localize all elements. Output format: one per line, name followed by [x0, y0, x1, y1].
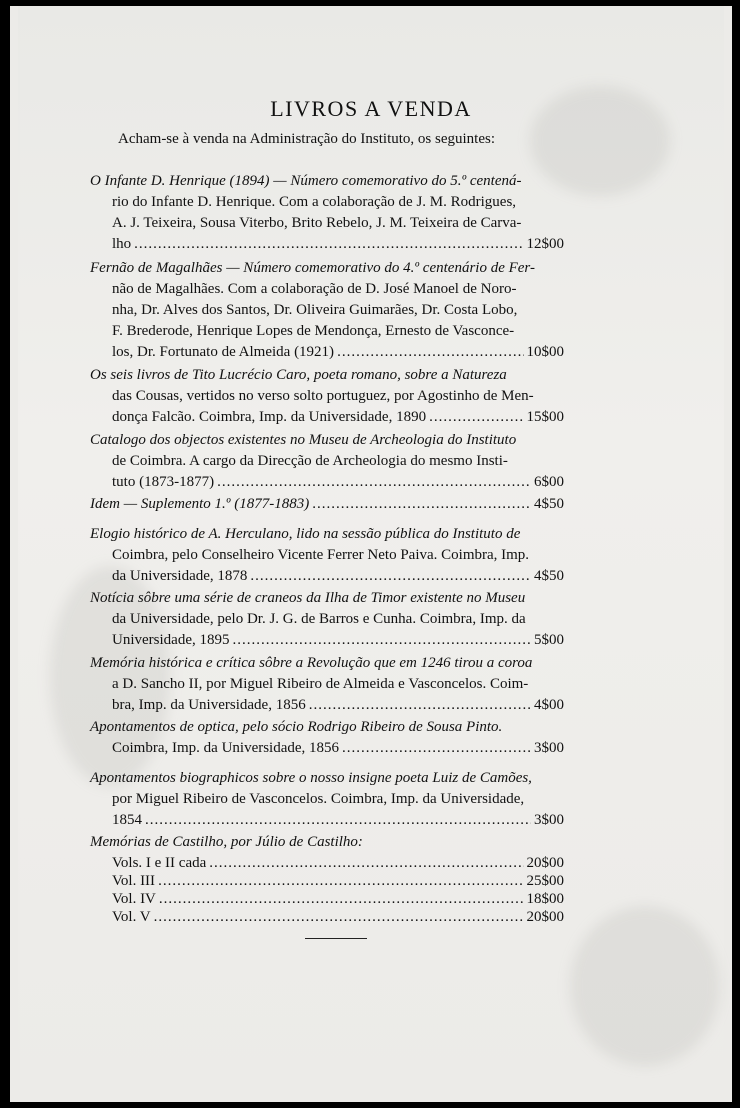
closing-rule — [305, 938, 367, 939]
catalog-entry — [90, 588, 564, 651]
catalog-entry — [90, 524, 564, 587]
leader-dots — [209, 854, 523, 872]
entry-last-text: los, Dr. Fortunato de Almeida (1921) — [112, 344, 335, 360]
entry-line: Coimbra, pelo Conselheiro Vicente Ferrer Neto Paiva. Coimbra, Imp. — [112, 547, 530, 563]
entry-price: 15$00 — [526, 409, 564, 425]
volume-label: Vols. I e II cada — [112, 855, 207, 871]
entry-line: não de Magalhães. Com a colaboração de D. José Manoel de Noro- — [112, 281, 517, 297]
catalog-entry — [90, 717, 564, 759]
entry-last-text: tuto (1873-1877) — [112, 474, 215, 490]
entry-line: Elogio histórico de A. Herculano, lido na sessão pública do Instituto de — [90, 526, 521, 542]
volume-line — [112, 908, 564, 926]
catalog-entry — [90, 653, 564, 716]
entry-price: 3$00 — [534, 740, 564, 756]
entry-price: 6$00 — [534, 474, 564, 490]
entry-price: 12$00 — [526, 236, 564, 252]
entry-price-line — [90, 407, 564, 428]
entry-price-line — [90, 738, 564, 759]
entry-line: da Universidade, pelo Dr. J. G. de Barros e Cunha. Coimbra, Imp. da — [112, 611, 526, 627]
entry-last-text: Idem — Suplemento 1.º (1877-1883) — [90, 496, 310, 512]
catalog-entry — [90, 430, 564, 493]
entry-last-text: da Universidade, 1878 — [112, 568, 248, 584]
leader-dots — [342, 738, 531, 759]
entry-line: das Cousas, vertidos no verso solto portuguez, por Agostinho de Men- — [112, 388, 534, 404]
entry-line: rio do Infante D. Henrique. Com a colaboração de J. M. Rodrigues, — [112, 194, 517, 210]
entry-price: 4$50 — [534, 568, 564, 584]
castilho-heading — [90, 832, 564, 853]
entry-line: Apontamentos de optica, pelo sócio Rodrigo Ribeiro de Sousa Pinto. — [90, 719, 503, 735]
volume-label: Vol. V — [112, 909, 151, 925]
entry-price-line — [90, 234, 564, 255]
volume-price: 18$00 — [526, 891, 564, 907]
leader-dots — [158, 872, 523, 890]
entry-price-line — [90, 566, 564, 587]
castilho-volumes — [112, 854, 564, 926]
volume-label: Vol. III — [112, 873, 156, 889]
entry-price-line — [90, 494, 564, 515]
entry-last-text: Coimbra, Imp. da Universidade, 1856 — [112, 740, 340, 756]
leader-dots — [159, 890, 524, 908]
leader-dots — [154, 908, 524, 926]
entry-line: Notícia sôbre uma série de craneos da Ilha de Timor existente no Museu — [90, 590, 526, 606]
entry-price: 5$00 — [534, 632, 564, 648]
page-title: LIVROS A VENDA — [270, 96, 472, 121]
leader-dots — [217, 472, 531, 493]
catalog-entry — [90, 171, 564, 255]
entry-line: a D. Sancho II, por Miguel Ribeiro de Almeida e Vasconcelos. Coim- — [112, 676, 529, 692]
stain — [570, 906, 720, 1066]
entry-line: nha, Dr. Alves dos Santos, Dr. Oliveira Guimarães, Dr. Costa Lobo, — [112, 302, 518, 318]
catalog-entry — [90, 494, 564, 515]
leader-dots — [312, 494, 531, 515]
leader-dots — [232, 630, 531, 651]
catalog-entry — [90, 365, 564, 428]
entry-last-text: donça Falcão. Coimbra, Imp. da Universidade, 1890 — [112, 409, 427, 425]
volume-price: 25$00 — [526, 873, 564, 889]
catalog-entry — [90, 768, 564, 831]
volume-line — [112, 890, 564, 908]
entry-line: Fernão de Magalhães — Número comemorativo do 4.º centenário de Fer- — [90, 260, 535, 276]
entry-price-line — [90, 342, 564, 363]
leader-dots — [309, 695, 531, 716]
entry-price-line — [90, 630, 564, 651]
entry-price: 4$00 — [534, 697, 564, 713]
leader-dots — [250, 566, 531, 587]
volume-line — [112, 872, 564, 890]
leader-dots — [429, 407, 523, 428]
entry-last-text: bra, Imp. da Universidade, 1856 — [112, 697, 306, 713]
volume-price: 20$00 — [526, 855, 564, 871]
entry-line: Catalogo dos objectos existentes no Museu de Archeologia do Instituto — [90, 432, 517, 448]
intro-text: Acham-se à venda na Administração do Instituto, os seguintes: — [118, 131, 495, 147]
catalog-entry — [90, 258, 564, 363]
entry-line: Memória histórica e crítica sôbre a Revolução que em 1246 tirou a coroa — [90, 655, 533, 671]
volume-price: 20$00 — [526, 909, 564, 925]
entry-price: 4$50 — [534, 496, 564, 512]
entry-price: 10$00 — [526, 344, 564, 360]
entry-line: O Infante D. Henrique (1894) — Número comemorativo do 5.º centená- — [90, 173, 522, 189]
entry-last-text: Universidade, 1895 — [112, 632, 230, 648]
entry-line: F. Brederode, Henrique Lopes de Mendonça, Ernesto de Vasconce- — [112, 323, 515, 339]
castilho-heading-text: Memórias de Castilho, por Júlio de Castilho: — [90, 834, 363, 850]
entry-price-line — [90, 472, 564, 493]
entry-last-text: lho — [112, 236, 132, 252]
entry-line: de Coimbra. A cargo da Direcção de Archeologia do mesmo Insti- — [112, 453, 508, 469]
leader-dots — [134, 234, 523, 255]
leader-dots — [145, 810, 531, 831]
entry-price-line — [90, 695, 564, 716]
entry-line: A. J. Teixeira, Sousa Viterbo, Brito Rebelo, J. M. Teixeira de Carva- — [112, 215, 522, 231]
entry-line: Os seis livros de Tito Lucrécio Caro, poeta romano, sobre a Natureza — [90, 367, 507, 383]
entry-price: 3$00 — [534, 812, 564, 828]
volume-label: Vol. IV — [112, 891, 156, 907]
leader-dots — [337, 342, 523, 363]
volume-line — [112, 854, 564, 872]
entry-price-line — [90, 810, 564, 831]
entry-last-text: 1854 — [112, 812, 142, 828]
scanned-page — [10, 6, 732, 1102]
entry-line: por Miguel Ribeiro de Vasconcelos. Coimbra, Imp. da Universidade, — [112, 791, 525, 807]
entry-line: Apontamentos biographicos sobre o nosso insigne poeta Luiz de Camões, — [90, 770, 532, 786]
